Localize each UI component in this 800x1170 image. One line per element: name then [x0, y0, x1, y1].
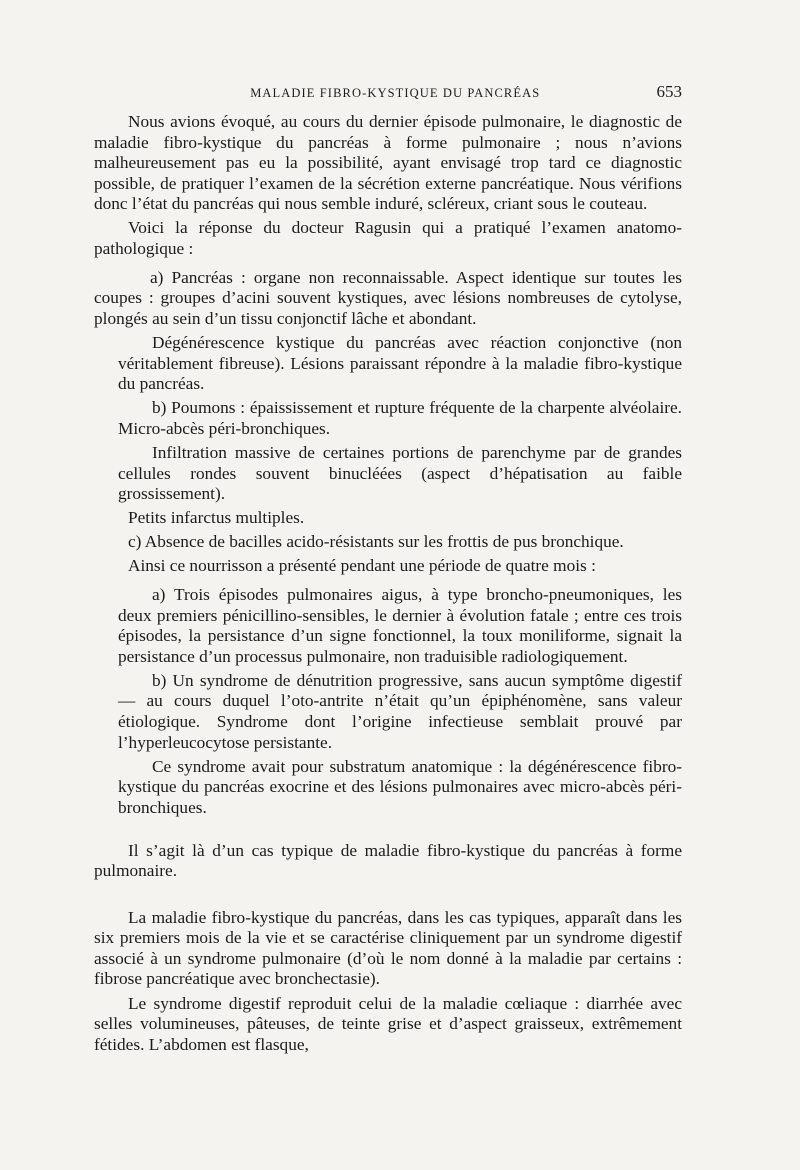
paragraph: La maladie fibro-kystique du pancréas, dans les cas typiques, apparaît dans les six premiers mois de la vie et se caractérise cliniquement par un syndrome digestif associé à un syndrome pulmonaire (d’où le nom donné à la maladie par certains : fibrose pancréatique avec bronchectasie).	[94, 907, 682, 989]
paragraph: Nous avions évoqué, au cours du dernier épisode pulmonaire, le diagnostic de maladie fibro-kystique du pancréas à forme pulmonaire ; nous n’avions malheureusement pas eu la possibilité, ayant envisagé trop tard ce diagnostic possible, de pratiquer l’examen de la sécrétion externe pancréatique. Nous vérifions donc l’état du pancréas qui nous semble induré, scléreux, criant sous le couteau.	[94, 112, 682, 214]
page-header	[94, 82, 682, 102]
paragraph: Voici la réponse du docteur Ragusin qui a pratiqué l’examen anatomo-pathologique :	[94, 218, 682, 259]
paragraph: a) Pancréas : organe non reconnaissable. Aspect identique sur toutes les coupes : groupes d’acini souvent kystiques, avec lésions nombreuses de cytolyse, plongés au sein d’un tissu conjonctif lâche et abondant.	[94, 267, 682, 328]
paragraph: Infiltration massive de certaines portions de parenchyme par de grandes cellules rondes souvent binucléées (aspect d’hépatisation au faible grossissement).	[118, 442, 682, 504]
paragraph: Ainsi ce nourrisson a présenté pendant une période de quatre mois :	[128, 556, 596, 576]
body-text	[94, 112, 682, 1055]
paragraph: b) Poumons : épaississement et rupture fréquente de la charpente alvéolaire. Micro-abcès péri-bronchiques.	[118, 398, 682, 438]
paragraph: Ce syndrome avait pour substratum anatomique : la dégénérescence fibro-kystique du pancréas exocrine et des lésions pulmonaires avec micro-abcès péri-bronchiques.	[118, 756, 682, 817]
paragraph: Dégénérescence kystique du pancréas avec réaction conjonctive (non véritablement fibreuse). Lésions paraissant répondre à la maladie fibro-kystique du pancréas.	[118, 332, 682, 394]
paragraph: a) Trois épisodes pulmonaires aigus, à type broncho-pneumoniques, les deux premiers pénicillino-sensibles, le dernier à évolution fatale ; entre ces trois épisodes, la persistance d’un signe fonctionnel, la toux moniliforme, signait la persistance d’un processus pulmonaire, non traduisible radiologiquement.	[118, 584, 682, 666]
paragraph: c) Absence de bacilles acido-résistants sur les frottis de pus bronchique.	[128, 532, 624, 552]
paragraph: Il s’agit là d’un cas typique de maladie fibro-kystique du pancréas à forme pulmonaire.	[94, 840, 682, 881]
paragraph: Le syndrome digestif reproduit celui de la maladie cœliaque : diarrhée avec selles volumineuses, pâteuses, de teinte grise et d’aspect graisseux, extrêmement fétides. L’abdomen est flasque,	[94, 993, 682, 1054]
page-number: 653	[656, 82, 682, 101]
paragraph: b) Un syndrome de dénutrition progressive, sans aucun symptôme digestif — au cours duquel l’oto-antrite n’était qu’un épiphénomène, sans valeur étiologique. Syndrome dont l’origine infectieuse semblait prouvé par l’hyperleucocytose persistante.	[118, 670, 682, 752]
paragraph: Petits infarctus multiples.	[128, 508, 305, 528]
running-head: MALADIE FIBRO-KYSTIQUE DU PANCRÉAS	[250, 86, 541, 100]
